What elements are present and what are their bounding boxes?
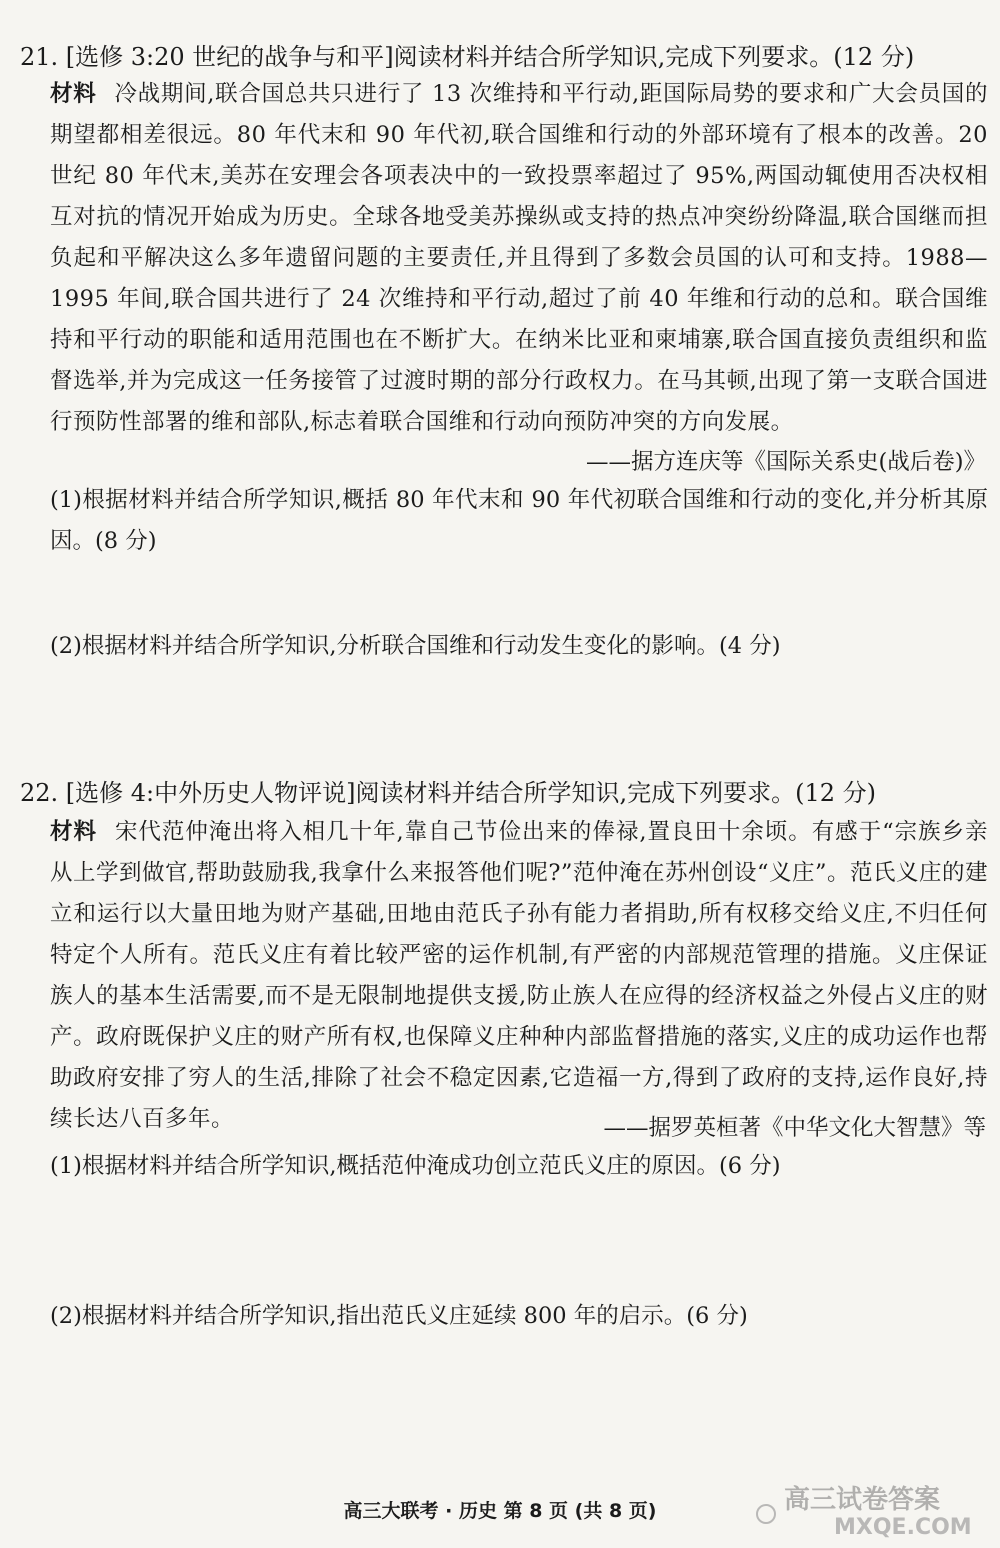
question-21-sub1: (1)根据材料并结合所学知识,概括 80 年代末和 90 年代初联合国维和行动的变化,并分析其原因。(8 分)	[50, 487, 988, 554]
material-label: 材料	[50, 819, 97, 845]
question-22-source: ——据罗英桓著《中华文化大智慧》等	[603, 1115, 986, 1141]
watermark-line1: 高三试卷答案	[784, 1485, 941, 1515]
material-text: 宋代范仲淹出将入相几十年,靠自己节俭出来的俸禄,置良田十余顷。有感于“宗族乡亲从上学到做官,帮助鼓励我,我拿什么来报答他们呢?”范仲淹在苏州创设“义庄”。范氏义庄的建立和运行以大量田地为财产基础,田地由范氏子孙有能力者捐助,所有权移交给义庄,不归任何特定个人所有。范氏义庄有着比较严密的运作机制,有严密的内部规范管理的措施。义庄保证族人的基本生活需要,而不是无限制地提供支援,防止族人在应得的经济权益之外侵占义庄的财产。政府既保护义庄的财产所有权,也保障义庄种种内部监督措施的落实,义庄的成功运作也帮助政府安排了穷人的生活,排除了社会不稳定因素,它造福一方,得到了政府的支持,运作良好,持续长达八百多年。	[50, 819, 988, 1132]
question-21-material	[50, 74, 988, 443]
question-22-sub2: (2)根据材料并结合所学知识,指出范氏义庄延续 800 年的启示。(6 分)	[50, 1303, 748, 1329]
watermark-logo	[744, 1470, 984, 1540]
watermark-line2: MXQE.COM	[834, 1515, 972, 1540]
question-21-title: 21. [选修 3:20 世纪的战争与和平]阅读材料并结合所学知识,完成下列要求。(12 分)	[20, 43, 915, 71]
question-22-title: 22. [选修 4:中外历史人物评说]阅读材料并结合所学知识,完成下列要求。(12 分)	[20, 779, 877, 807]
question-21-source: ——据方连庆等《国际关系史(战后卷)》	[585, 449, 986, 475]
material-label: 材料	[50, 81, 97, 107]
question-22-sub1: (1)根据材料并结合所学知识,概括范仲淹成功创立范氏义庄的原因。(6 分)	[50, 1153, 781, 1179]
material-text: 冷战期间,联合国总共只进行了 13 次维持和平行动,距国际局势的要求和广大会员国的期望都相差很远。80 年代末和 90 年代初,联合国维和行动的外部环境有了根本的改善。20 世纪 80 年代末,美苏在安理会各项表决中的一致投票率超过了 95%,两国动辄使用否决权相互对抗的情况开始成为历史。全球各地受美苏操纵或支持的热点冲突纷纷降温,联合国继而担负起和平解决这么多年遗留问题的主要责任,并且得到了多数会员国的认可和支持。1988—1995 年间,联合国共进行了 24 次维持和平行动,超过了前 40 年维和行动的总和。联合国维持和平行动的职能和适用范围也在不断扩大。在纳米比亚和柬埔寨,联合国直接负责组织和监督选举,并为完成这一任务接管了过渡时期的部分行政权力。在马其顿,出现了第一支联合国进行预防性部署的维和部队,标志着联合国维和行动向预防冲突的方向发展。	[50, 81, 988, 435]
question-22-material	[50, 812, 988, 1140]
page-footer: 高三大联考 · 历史 第 8 页 (共 8 页)	[343, 1500, 657, 1522]
question-21-sub2: (2)根据材料并结合所学知识,分析联合国维和行动发生变化的影响。(4 分)	[50, 633, 781, 659]
